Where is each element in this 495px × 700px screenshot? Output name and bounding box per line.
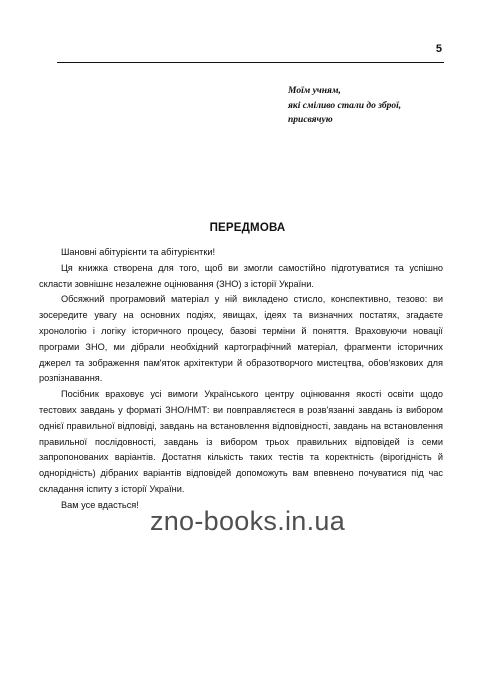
paragraph-purpose: Ця книжка створена для того, щоб ви змогли самостійно підготуватися та успішно скласти зовнішнє незалежне оцінювання (ЗНО) з історії України.: [39, 262, 443, 289]
dedication-line-2: які сміливо стали до зброї,: [288, 100, 402, 111]
dedication-line-1: Моїм учням,: [288, 86, 341, 96]
paragraph-content: Обсяжний програмовий матеріал у ній викладено стисло, конспективно, тезово: ви зосередите увагу на основних подіях, явищах, ідеях та визначних постатях, згадаєте хронологію і логіку історичного процесу, базові терміни й поняття. Враховуючи новації програми ЗНО, ми дібрали необхідний картографічний матеріал, фрагменти історичних джерел та зображення пам'яток архітектури й образотворчого мистецтва, обов'язкових для розпізнавання.: [39, 294, 443, 384]
paragraph-greeting: Шановні абітурієнти та абітурієнтки!: [61, 247, 216, 257]
dedication: [288, 84, 401, 128]
page-number: 5: [435, 43, 442, 55]
paragraph-closing: Вам усе вдасться!: [61, 499, 139, 510]
header-rule: [57, 62, 444, 63]
page-title: ПЕРЕДМОВА: [209, 222, 286, 234]
preface-body: [39, 245, 443, 514]
watermark: zno-books.in.ua: [149, 506, 346, 536]
paragraph-tests: Посібник враховує усі вимоги Українського центру оцінювання якості освіти щодо тестових завдань у форматі ЗНО/НМТ: ви повправляєтеся в розв'язанні завдань із вибором однієї правильної відповіді, завдань на встановлення відповідності, завдань на встановлення правильної послідовності, завдань із вибором трьох правильних відповідей із семи запропонованих варіантів. Достатня кількість таких тестів та коректність (вірогідність й однорідність) дібраних варіантів відповідей допоможуть вам впевнено почуватися під час складання іспиту з історії України.: [39, 389, 443, 494]
dedication-line-3: присвячую: [288, 115, 333, 125]
